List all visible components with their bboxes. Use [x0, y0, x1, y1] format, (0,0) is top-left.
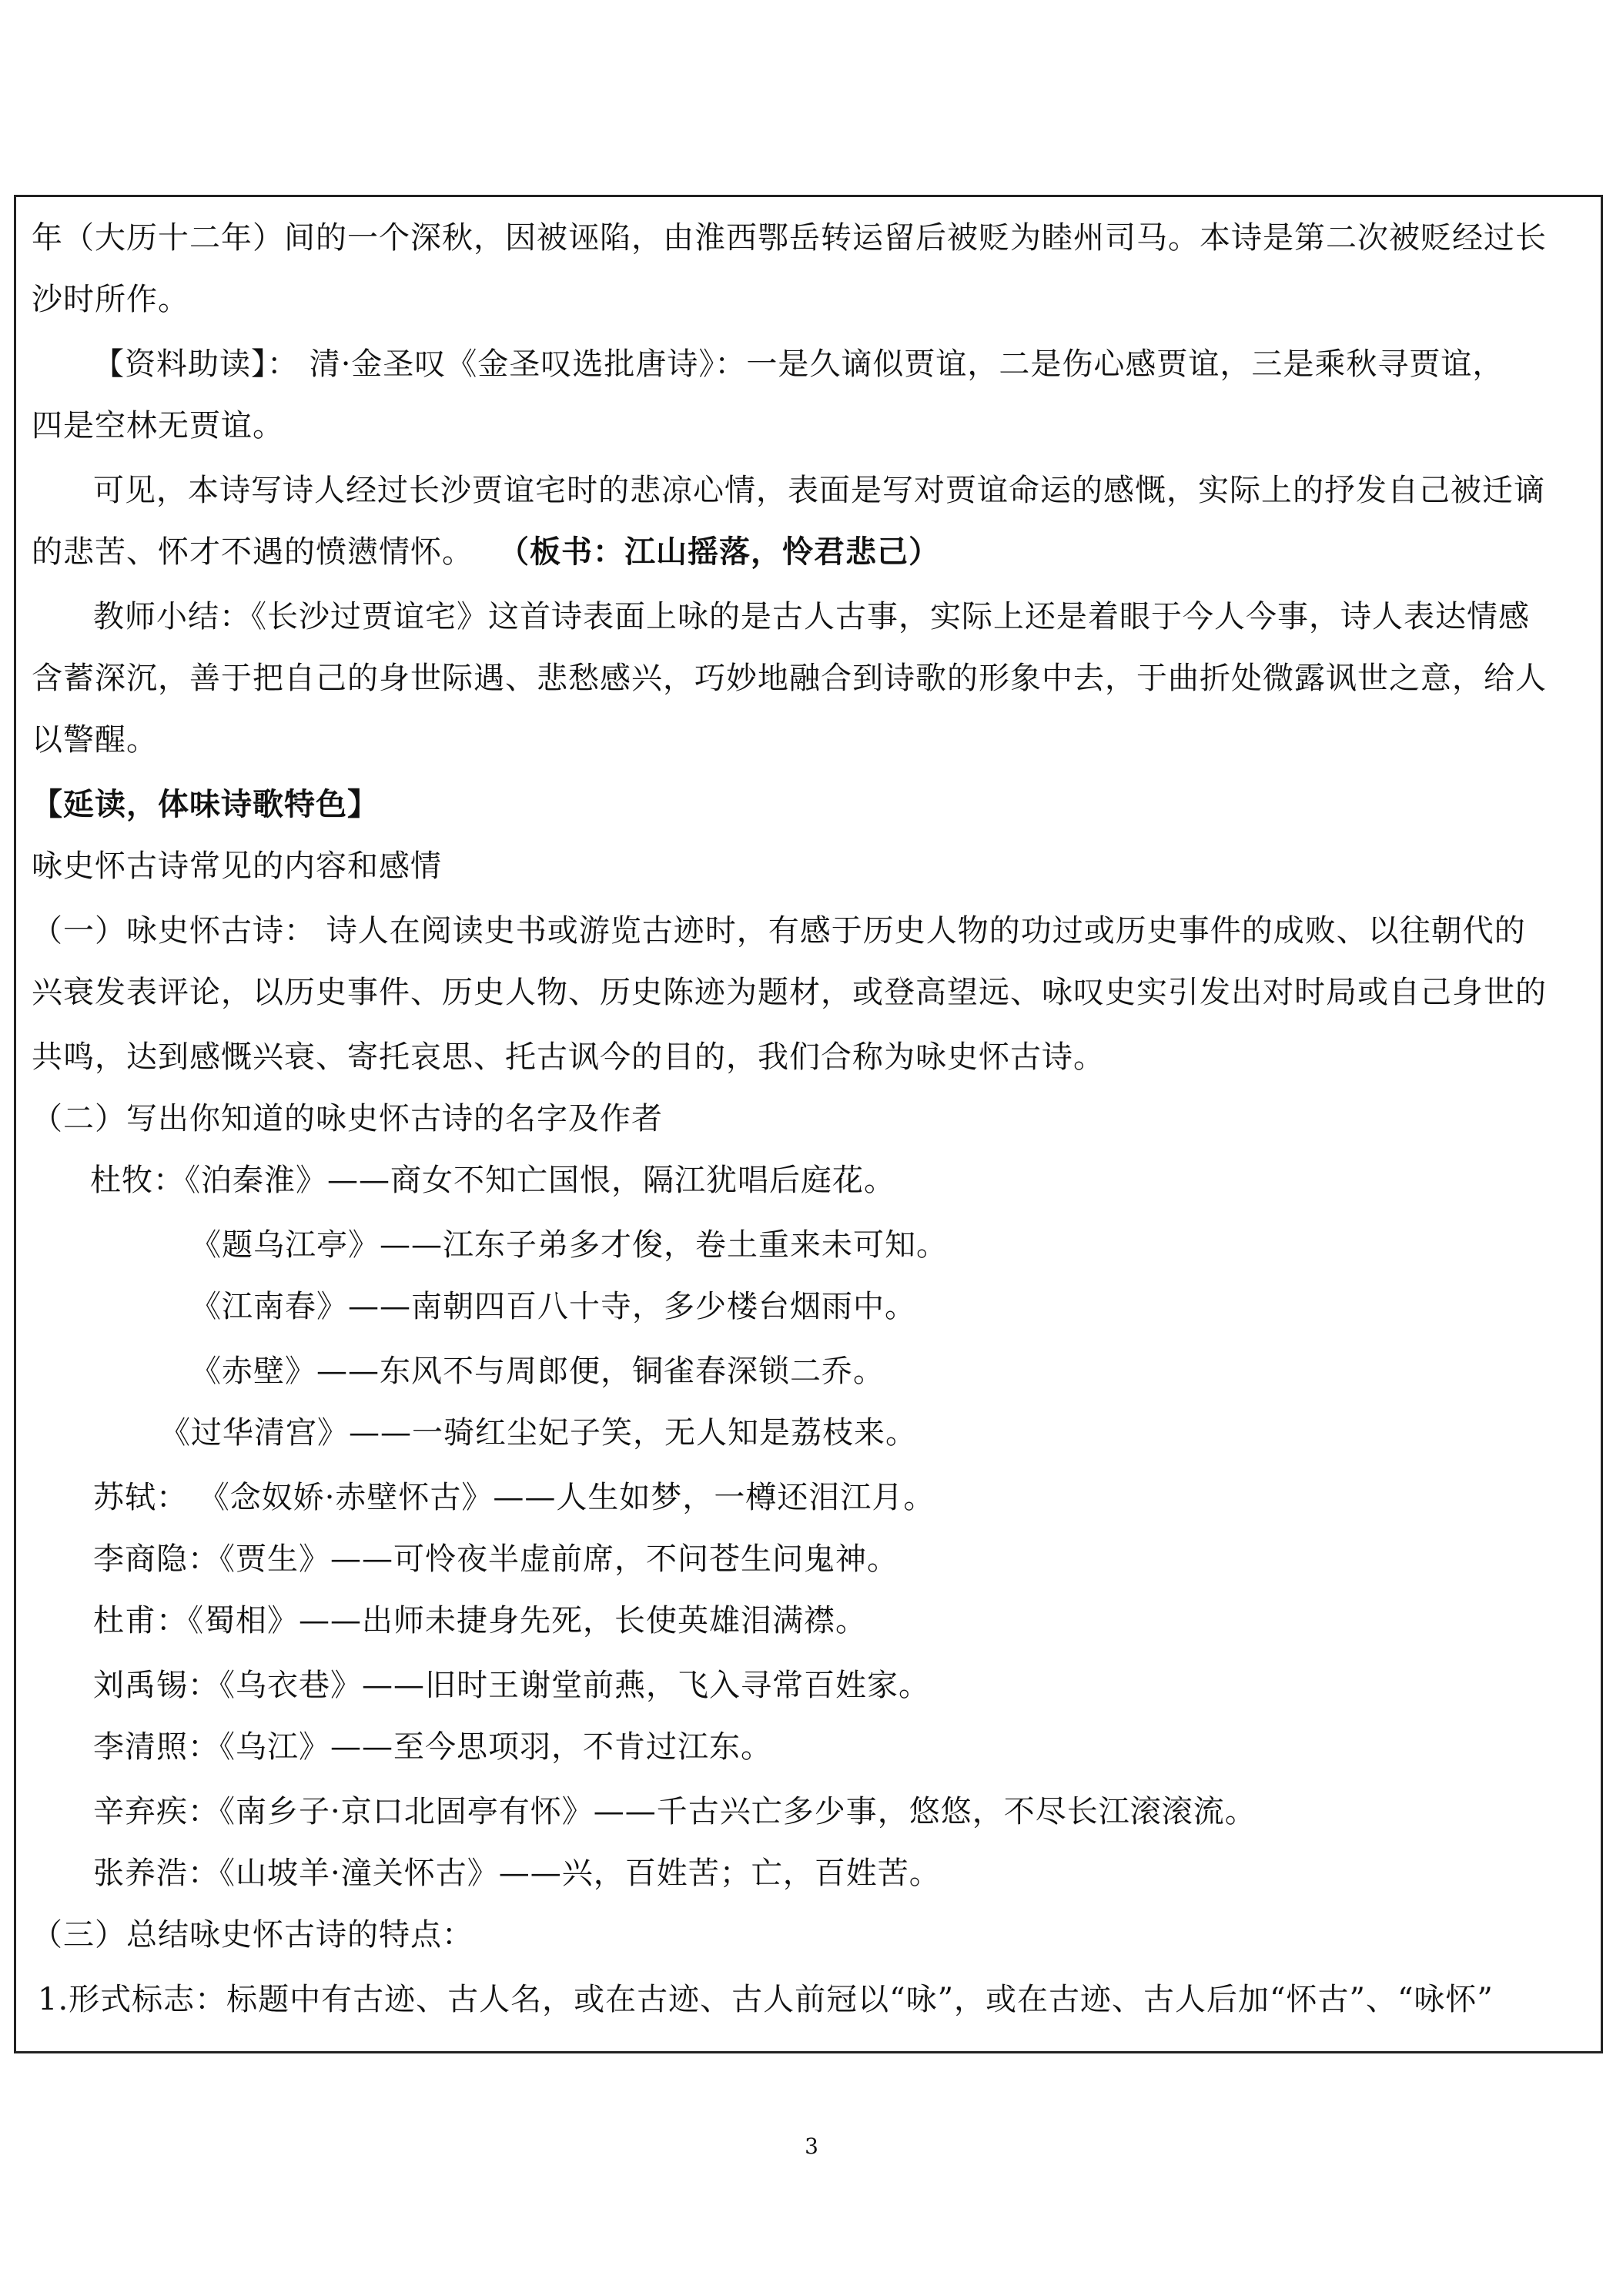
- poem-line: 《过华清宫》——一骑红尘妃子笑，无人知是荔枝来。: [159, 1415, 917, 1451]
- text-line: 的悲苦、怀才不遇的愤懑情怀。: [32, 534, 474, 570]
- text-line: 1.形式标志：标题中有古迹、古人名，或在古迹、古人前冠以“咏”，或在古迹、古人后加“怀古”、“咏怀”: [38, 1982, 1494, 2017]
- poem-line: 杜牧：《泊秦淮》——商女不知亡国恨，隔江犹唱后庭花。: [90, 1163, 895, 1198]
- poem-line: 《江南春》——南朝四百八十寺，多少楼台烟雨中。: [190, 1289, 916, 1324]
- poem-line: 《题乌江亭》——江东子弟多才俊，卷土重来未可知。: [190, 1227, 948, 1263]
- text-line: 年（大历十二年）间的一个深秋，因被诬陷，由淮西鄂岳转运留后被贬为睦州司马。本诗是第二次被贬经过长: [32, 220, 1547, 256]
- text-line: 沙时所作。: [32, 282, 189, 317]
- text-line: 咏史怀古诗常见的内容和感情: [32, 848, 442, 884]
- poem-line: 苏轼： 《念奴娇·赤壁怀古》——人生如梦，一樽还泪江月。: [93, 1480, 935, 1515]
- board-note: （板书：江山摇落，怜君悲己）: [498, 534, 940, 570]
- reference-line: 【资料助读】： 清·金圣叹《金圣叹选批唐诗》：一是久谪似贾谊，二是伤心感贾谊，三是乘秋寻贾谊，: [93, 346, 1504, 382]
- poem-line: 辛弃疾：《南乡子·京口北固亭有怀》——千古兴亡多少事，悠悠，不尽长江滚滚流。: [93, 1794, 1257, 1829]
- text-line: （二）写出你知道的咏史怀古诗的名字及作者: [32, 1101, 663, 1136]
- poem-line: 张养浩：《山坡羊·潼关怀古》——兴，百姓苦；亡，百姓苦。: [93, 1856, 941, 1891]
- text-line: （一）咏史怀古诗： 诗人在阅读史书或游览古迹时，有感于历史人物的功过或历史事件的成败、以往朝代的: [32, 913, 1526, 949]
- poem-line: 刘禹锡：《乌衣巷》——旧时王谢堂前燕，飞入寻常百姓家。: [93, 1668, 930, 1703]
- text-line: 共鸣，达到感慨兴衰、寄托哀思、托古讽今的目的，我们合称为咏史怀古诗。: [32, 1039, 1105, 1075]
- poem-line: 《赤壁》——东风不与周郎便，铜雀春深锁二乔。: [190, 1354, 885, 1389]
- poem-line: 李商隐：《贾生》——可怜夜半虚前席，不问苍生问鬼神。: [93, 1541, 899, 1577]
- content-frame: [14, 195, 1603, 2053]
- text-line: 以警醒。: [32, 722, 158, 758]
- text-line: 兴衰发表评论，以历史事件、历史人物、历史陈迹为题材，或登高望远、咏叹史实引发出对时局或自己身世的: [32, 975, 1547, 1010]
- text-line: （三）总结咏史怀古诗的特点：: [32, 1917, 474, 1953]
- poem-line: 杜甫：《蜀相》——出师未捷身先死，长使英雄泪满襟。: [93, 1603, 867, 1638]
- text-line: 含蓄深沉，善于把自己的身世际遇、悲愁感兴，巧妙地融合到诗歌的形象中去，于曲折处微露讽世之意，给人: [32, 661, 1547, 696]
- section-heading: 【延读，体味诗歌特色】: [32, 786, 379, 822]
- poem-line: 李清照：《乌江》——至今思项羽，不肯过江东。: [93, 1729, 772, 1765]
- text-line: 可见，本诗写诗人经过长沙贾谊宅时的悲凉心情，表面是写对贾谊命运的感慨，实际上的抒发自己被迁谪: [93, 473, 1545, 508]
- text-line: 教师小结：《长沙过贾谊宅》这首诗表面上咏的是古人古事，实际上还是着眼于今人今事，诗人表达情感: [93, 599, 1530, 634]
- page-number: 3: [805, 2134, 818, 2159]
- text-line: 四是空林无贾谊。: [32, 408, 284, 443]
